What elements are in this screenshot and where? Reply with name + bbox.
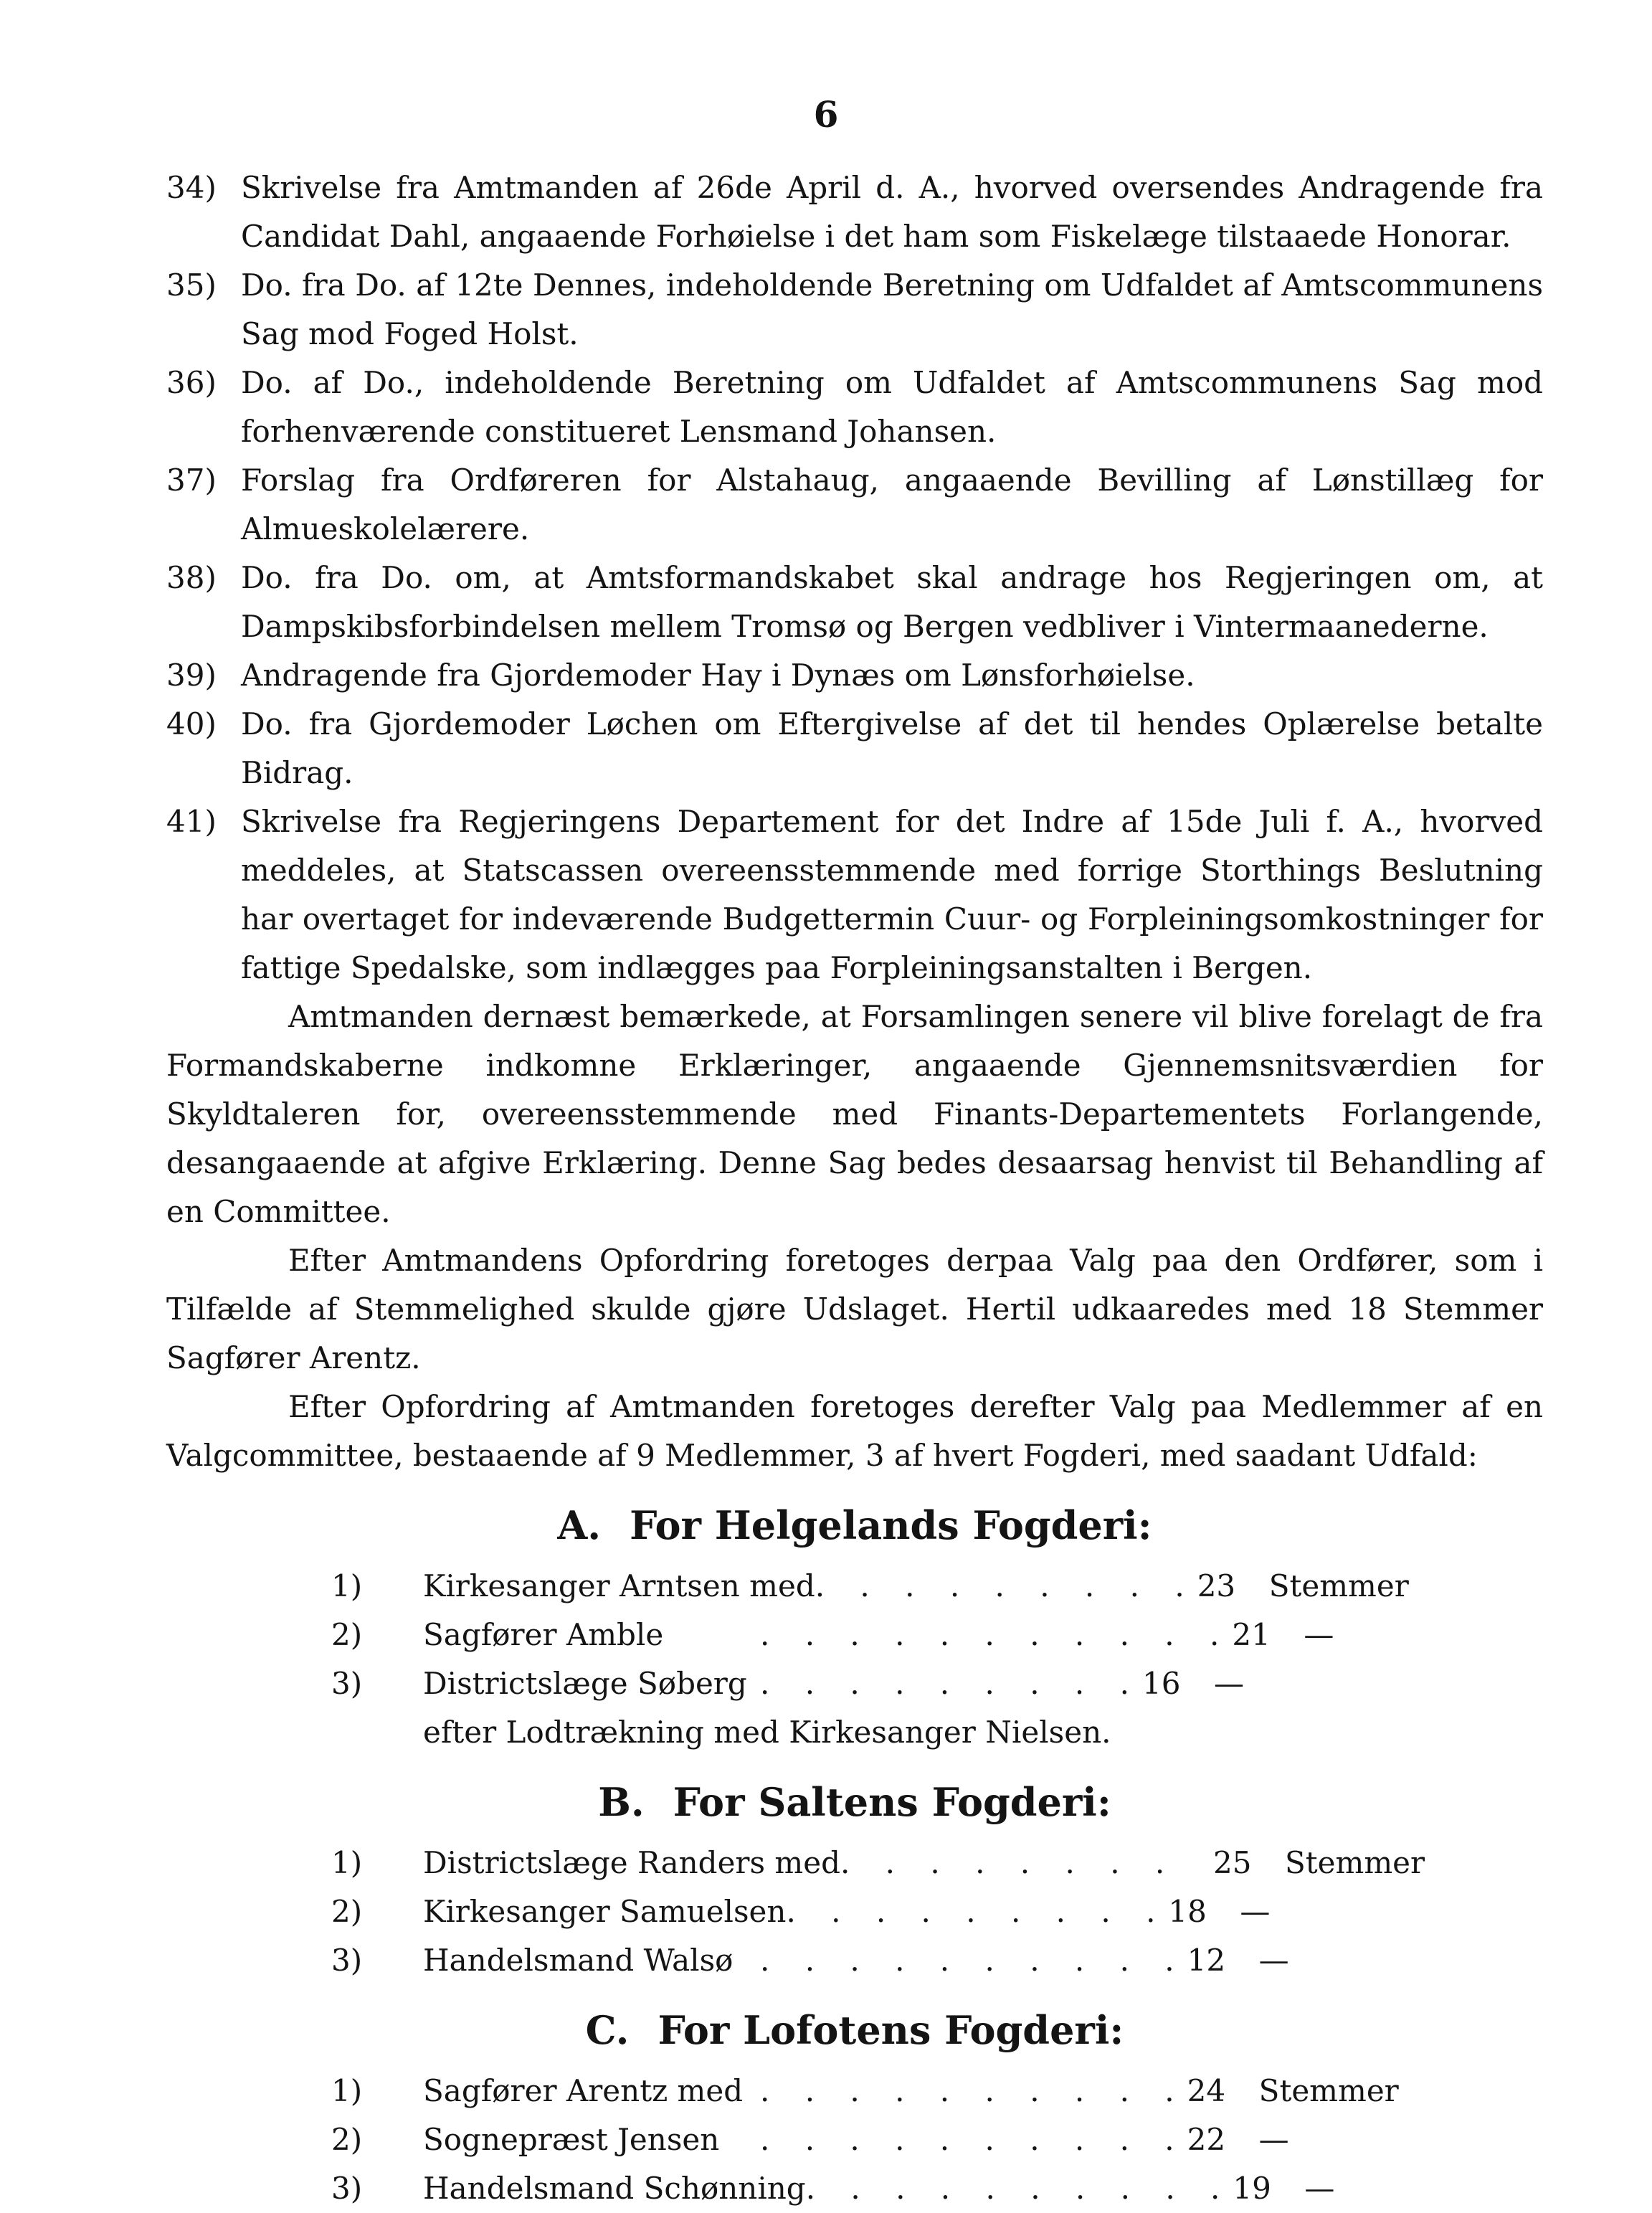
- item-text: Forslag fra Ordføreren for Alstahaug, angaaende Bevilling af Lønstillæg for Almueskolelærere.: [241, 463, 1543, 546]
- item-number: 39): [166, 658, 217, 693]
- item-number: 40): [166, 706, 217, 741]
- vote-count: 21: [1232, 1617, 1271, 1652]
- vote-count: 25: [1212, 1845, 1252, 1880]
- candidate-name: Districtslæge Randers med: [423, 1845, 840, 1880]
- section-title: For Saltens Fogderi:: [673, 1779, 1111, 1825]
- vote-number: 2): [331, 1617, 363, 1652]
- vote-number: 2): [331, 1894, 363, 1929]
- vote-row: [166, 1611, 1543, 1659]
- vote-list-lofoten: [166, 2067, 1543, 2213]
- vote-unit: —: [1258, 1943, 1289, 1978]
- agenda-item-35: [166, 261, 1543, 359]
- document-body: [166, 164, 1543, 2213]
- vote-unit: Stemmer: [1268, 1568, 1409, 1603]
- section-letter: A.: [557, 1502, 602, 1548]
- dot-leader: . . . . . . . . .: [815, 1568, 1197, 1603]
- vote-unit: —: [1213, 1666, 1244, 1701]
- section-letter: C.: [585, 2007, 630, 2053]
- vote-unit: Stemmer: [1284, 1845, 1425, 1880]
- vote-number: 3): [331, 2171, 363, 2206]
- vote-number: 3): [331, 1666, 363, 1701]
- paragraph-valgcommittee: Efter Opfordring af Amtmanden foretoges derefter Valg paa Medlemmer af en Valgcommittee, bestaaende af 9 Medlemmer, 3 af hvert Fogderi, med saadant Udfald:: [166, 1389, 1543, 1473]
- vote-number: 2): [331, 2122, 363, 2157]
- vote-row: [166, 1839, 1543, 1887]
- vote-number: 1): [331, 2073, 363, 2108]
- dot-leader: . . . . . . . . .: [760, 1666, 1142, 1701]
- agenda-item-34: [166, 164, 1543, 261]
- vote-unit: —: [1240, 1894, 1271, 1929]
- item-text: Andragende fra Gjordemoder Hay i Dynæs om Lønsforhøielse.: [241, 658, 1195, 693]
- dot-leader: . . . . . . . . . .: [760, 2122, 1187, 2157]
- section-letter: B.: [598, 1779, 645, 1825]
- item-text: Do. fra Gjordemoder Løchen om Eftergivelse af det til hendes Oplærelse betalte Bidrag.: [241, 706, 1543, 790]
- agenda-item-38: [166, 554, 1543, 651]
- section-heading-a: [166, 1499, 1543, 1552]
- item-text: Skrivelse fra Regjeringens Departement for det Indre af 15de Juli f. A., hvorved meddeles, at Statscassen overeensstemmende med forrige Storthings Beslutning har overtaget for indeværende Budgettermin Cuur- og Forpleiningsomkostninger for fattige Spedalske, som indlægges paa Forpleiningsanstalten i Bergen.: [241, 804, 1543, 985]
- vote-row: [166, 1936, 1543, 1985]
- vote-row: [166, 2164, 1543, 2213]
- dot-leader: . . . . . . . . . .: [805, 2171, 1233, 2206]
- item-text: Do. fra Do. af 12te Dennes, indeholdende Beretning om Udfaldet af Amtscommunens Sag mod Foged Holst.: [241, 267, 1543, 351]
- vote-number: 1): [331, 1568, 363, 1603]
- candidate-name: Sagfører Amble: [423, 1617, 664, 1652]
- vote-unit: —: [1304, 2171, 1335, 2206]
- paragraph-amtmanden: Amtmanden dernæst bemærkede, at Forsamlingen senere vil blive forelagt de fra Formandskaberne indkomne Erklæringer, angaaende Gjennemsnitsværdien for Skyldtaleren for, overeensstemmende med Finants-Departementets Forlangende, desangaaende at afgive Erklæring. Denne Sag bedes desaarsag henvist til Behandling af en Committee.: [166, 999, 1543, 1229]
- vote-unit: —: [1258, 2122, 1289, 2157]
- vote-count: 19: [1233, 2171, 1271, 2206]
- section-title: For Lofotens Fogderi:: [658, 2007, 1124, 2053]
- section-heading-c: [166, 2004, 1543, 2057]
- dot-leader: . . . . . . . . . .: [760, 2073, 1187, 2108]
- vote-row: [166, 1659, 1543, 1708]
- vote-list-salten: [166, 1839, 1543, 1985]
- dot-leader: . . . . . . . . .: [786, 1894, 1169, 1929]
- item-number: 34): [166, 170, 217, 205]
- vote-unit: Stemmer: [1258, 2073, 1399, 2108]
- item-text: Do. fra Do. om, at Amtsformandskabet skal andrage hos Regjeringen om, at Dampskibsforbindelsen mellem Tromsø og Bergen vedbliver i Vintermaanederne.: [241, 560, 1543, 644]
- section-heading-b: [166, 1776, 1543, 1829]
- item-number: 36): [166, 365, 217, 400]
- candidate-name: Kirkesanger Arntsen med: [423, 1568, 815, 1603]
- vote-count: 12: [1187, 1943, 1226, 1978]
- section-title: For Helgelands Fogderi:: [630, 1502, 1152, 1548]
- item-number: 41): [166, 804, 217, 839]
- vote-number: 1): [331, 1845, 363, 1880]
- paragraph-ordforer-valg: Efter Amtmandens Opfordring foretoges derpaa Valg paa den Ordfører, som i Tilfælde af Stemmelighed skulde gjøre Udslaget. Hertil udkaaredes med 18 Stemmer Sagfører Arentz.: [166, 1243, 1543, 1375]
- candidate-name: Sagfører Arentz med: [423, 2073, 744, 2108]
- agenda-item-39: [166, 651, 1543, 700]
- item-text: Skrivelse fra Amtmanden af 26de April d. A., hvorved oversendes Andragende fra Candidat Dahl, angaaende Forhøielse i det ham som Fiskelæge tilstaaede Honorar.: [241, 170, 1543, 254]
- vote-count: 23: [1197, 1568, 1236, 1603]
- vote-row: [166, 2067, 1543, 2115]
- dot-leader: . . . . . . . . . . .: [760, 1617, 1233, 1652]
- candidate-name: Handelsmand Schønning: [423, 2171, 806, 2206]
- page-number: 6: [813, 93, 839, 136]
- item-text: Do. af Do., indeholdende Beretning om Udfaldet af Amtscommunens Sag mod forhenværende constitueret Lensmand Johansen.: [241, 365, 1543, 449]
- vote-count: 16: [1141, 1666, 1181, 1701]
- candidate-name: Sognepræst Jensen: [423, 2122, 720, 2157]
- vote-count: 24: [1187, 2073, 1226, 2108]
- vote-number: 3): [331, 1943, 363, 1978]
- vote-row: [166, 1887, 1543, 1936]
- item-number: 37): [166, 463, 217, 498]
- agenda-item-36: [166, 359, 1543, 456]
- dot-leader: . . . . . . . .: [840, 1845, 1178, 1880]
- vote-row: [166, 2115, 1543, 2164]
- candidate-name: Kirkesanger Samuelsen: [423, 1894, 787, 1929]
- vote-row: [166, 1562, 1543, 1611]
- candidate-name: Handelsmand Walsø: [423, 1943, 734, 1978]
- dot-leader: . . . . . . . . . .: [760, 1943, 1187, 1978]
- vote-unit: —: [1304, 1617, 1334, 1652]
- agenda-item-41: [166, 797, 1543, 992]
- vote-note: efter Lodtrækning med Kirkesanger Nielsen.: [423, 1715, 1111, 1750]
- vote-count: 18: [1168, 1894, 1207, 1929]
- candidate-name: Districtslæge Søberg: [423, 1666, 747, 1701]
- vote-count: 22: [1187, 2122, 1226, 2157]
- agenda-item-40: [166, 700, 1543, 797]
- item-number: 35): [166, 267, 217, 303]
- agenda-item-37: [166, 456, 1543, 554]
- vote-list-helgeland: [166, 1562, 1543, 1757]
- item-number: 38): [166, 560, 217, 595]
